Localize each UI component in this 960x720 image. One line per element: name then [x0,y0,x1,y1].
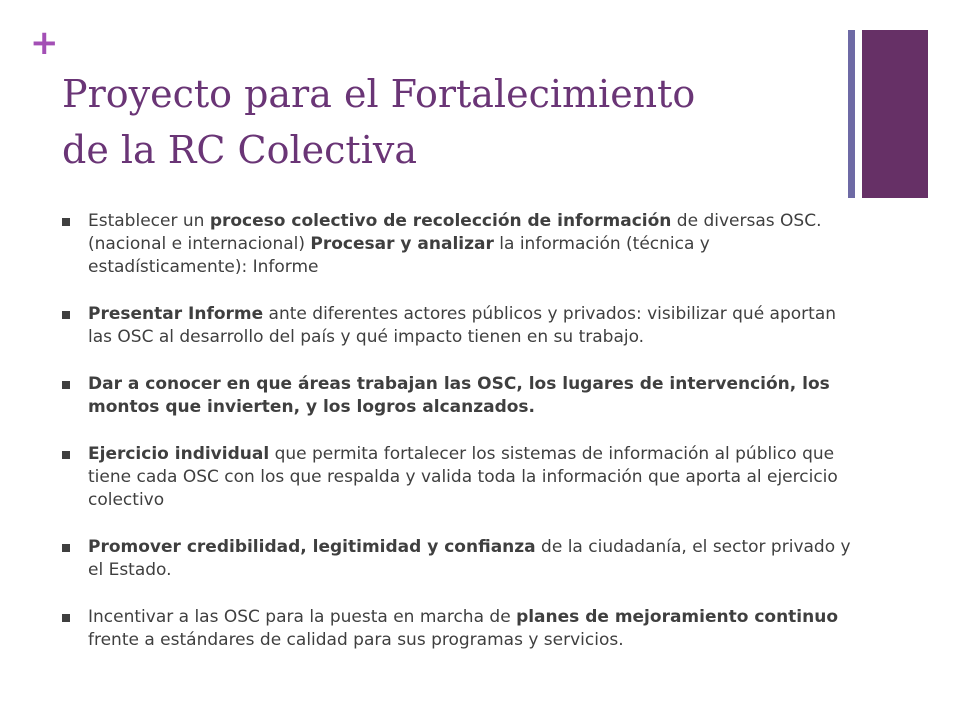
bullet-bold-segment: Presentar Informe [88,304,264,324]
bullet-text-segment: la información (técnica y estadísticamente): Informe [88,234,710,277]
bullet-text-segment: que permita fortalecer los sistemas de información al público que tiene cada OSC con los que respalda y valida toda la información que aporta al ejercicio colectivo [88,444,838,510]
bullet-text [88,304,836,347]
bullet-bold-segment: Ejercicio individual [88,444,270,464]
accent-bar-thick [862,30,928,198]
bullet-list [62,210,852,676]
bullet-bold-segment: Promover credibilidad, legitimidad y confianza [88,537,536,557]
slide-title-line-1: Proyecto para el Fortalecimiento [62,72,696,116]
bullet-text-segment: de diversas OSC. (nacional e internacional) [88,211,822,254]
bullet-bold-segment: Dar a conocer en que áreas trabajan las OSC, los lugares de intervención, los montos que invierten, y los logros alcanzados. [88,374,830,417]
slide-title [62,66,832,178]
bullet-text [88,537,851,580]
bullet-text-segment: Establecer un [88,211,210,231]
bullet-bold-segment: planes de mejoramiento continuo [516,607,839,627]
slide-title-line-2: de la RC Colectiva [62,128,417,172]
bullet-item-3 [62,373,852,419]
bullet-item-5 [62,536,852,582]
bullet-text-segment: frente a estándares de calidad para sus programas y servicios. [88,630,624,650]
bullet-bold-segment: proceso colectivo de recolección de información [209,211,672,231]
bullet-marker [62,218,70,226]
bullet-marker [62,381,70,389]
bullet-marker [62,451,70,459]
bullet-item-1 [62,210,852,279]
bullet-text [88,444,838,510]
bullet-text [88,374,830,417]
bullet-text [88,607,838,650]
bullet-text [88,211,821,277]
bullet-item-2 [62,303,852,349]
plus-icon: + [30,23,59,63]
bullet-marker [62,614,70,622]
bullet-item-6 [62,606,852,652]
bullet-text-segment: Incentivar a las OSC para la puesta en marcha de [88,607,517,627]
bullet-bold-segment: Procesar y analizar [310,234,494,254]
bullet-marker [62,311,70,319]
bullet-text-segment: de la ciudadanía, el sector privado y el Estado. [88,537,851,580]
bullet-marker [62,544,70,552]
bullet-text-segment: ante diferentes actores públicos y privados: visibilizar qué aportan las OSC al desarrollo del país y qué impacto tienen en su trabajo. [88,304,837,347]
accent-bar-thin [848,30,855,198]
bullet-item-4 [62,443,852,512]
